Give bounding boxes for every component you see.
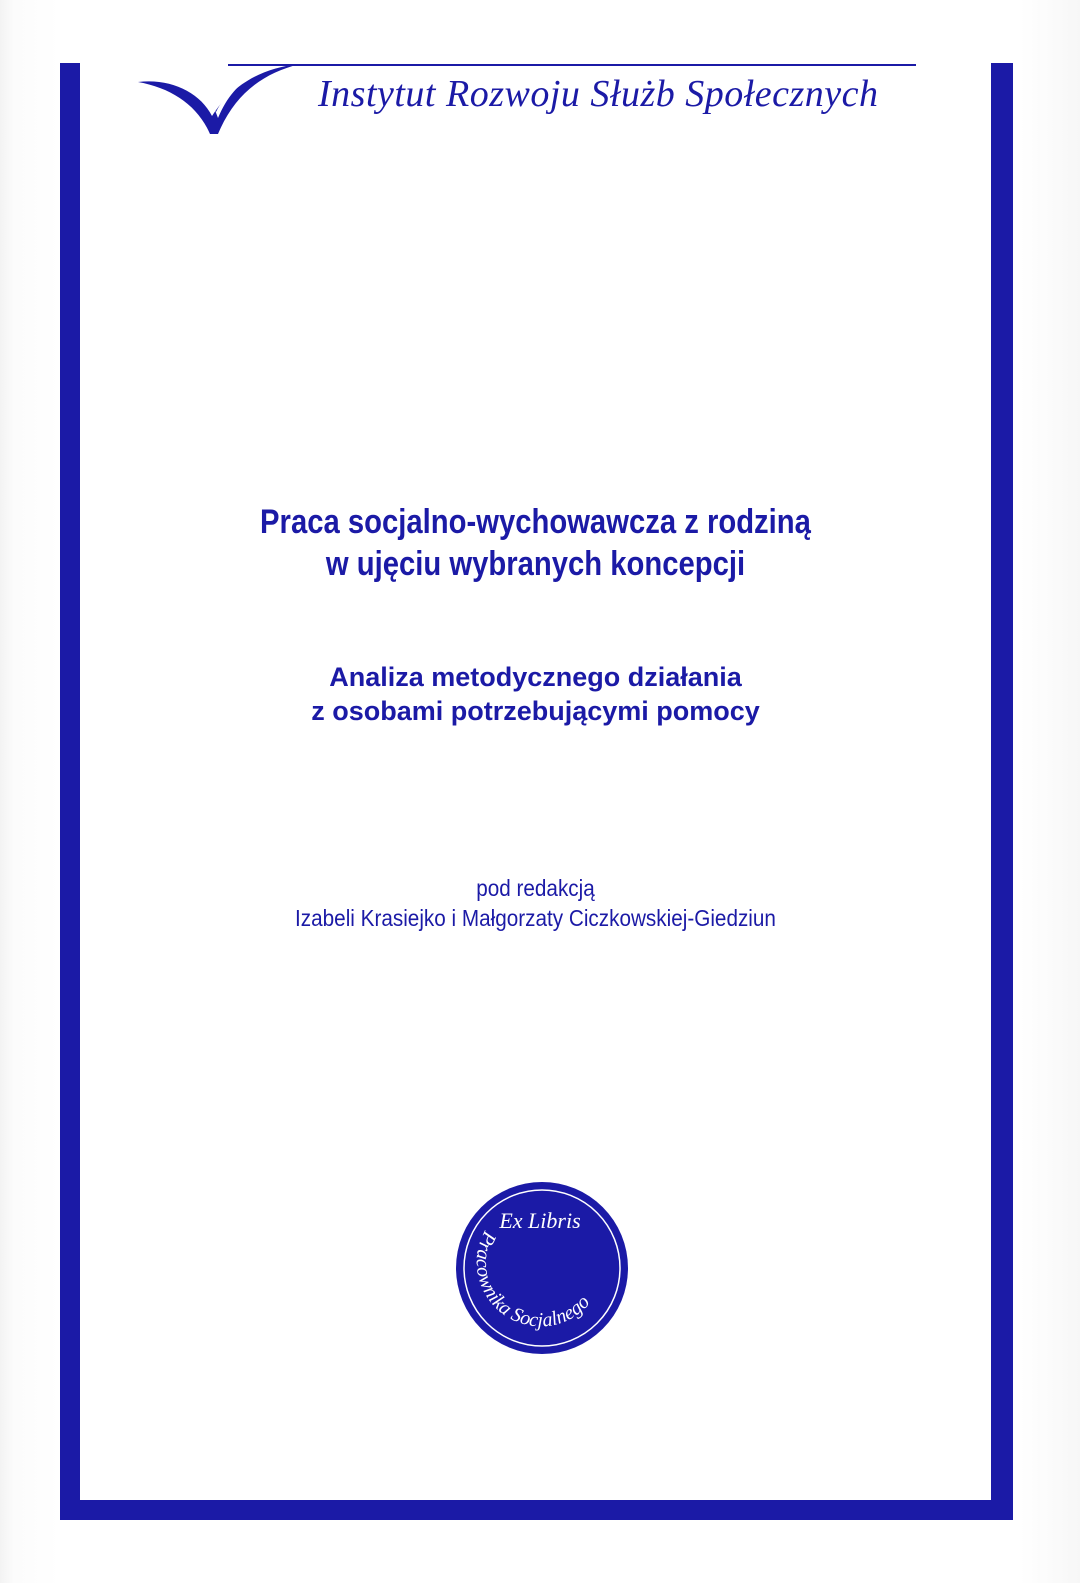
- publisher-logo-icon: [130, 58, 310, 142]
- editors-credit: [126, 873, 946, 933]
- publisher-name: Instytut Rozwoju Służb Społecznych: [318, 73, 879, 115]
- frame-bottom-bar: [60, 1500, 1013, 1520]
- editors-credit-line: pod redakcją: [476, 875, 595, 901]
- book-subtitle: [80, 660, 991, 728]
- book-subtitle-line: z osobami potrzebującymi pomocy: [311, 696, 760, 726]
- book-subtitle-line: Analiza metodycznego działania: [329, 662, 742, 692]
- book-title-line: w ujęciu wybranych koncepcji: [325, 545, 746, 583]
- frame-right-bar: [991, 63, 1013, 1520]
- stamp-top-text: Ex Libris: [499, 1208, 581, 1233]
- book-title-line: Praca socjalno-wychowawcza z rodziną: [260, 503, 811, 541]
- ex-libris-stamp: [452, 1178, 632, 1358]
- frame-left-bar: [60, 63, 80, 1520]
- book-title: [144, 501, 927, 585]
- stamp-ring-text: Pracownika Socjalnego: [471, 1228, 595, 1332]
- header-rule: [228, 64, 916, 66]
- editors-credit-line: Izabeli Krasiejko i Małgorzaty Ciczkowskiej-Giedziun: [295, 905, 776, 931]
